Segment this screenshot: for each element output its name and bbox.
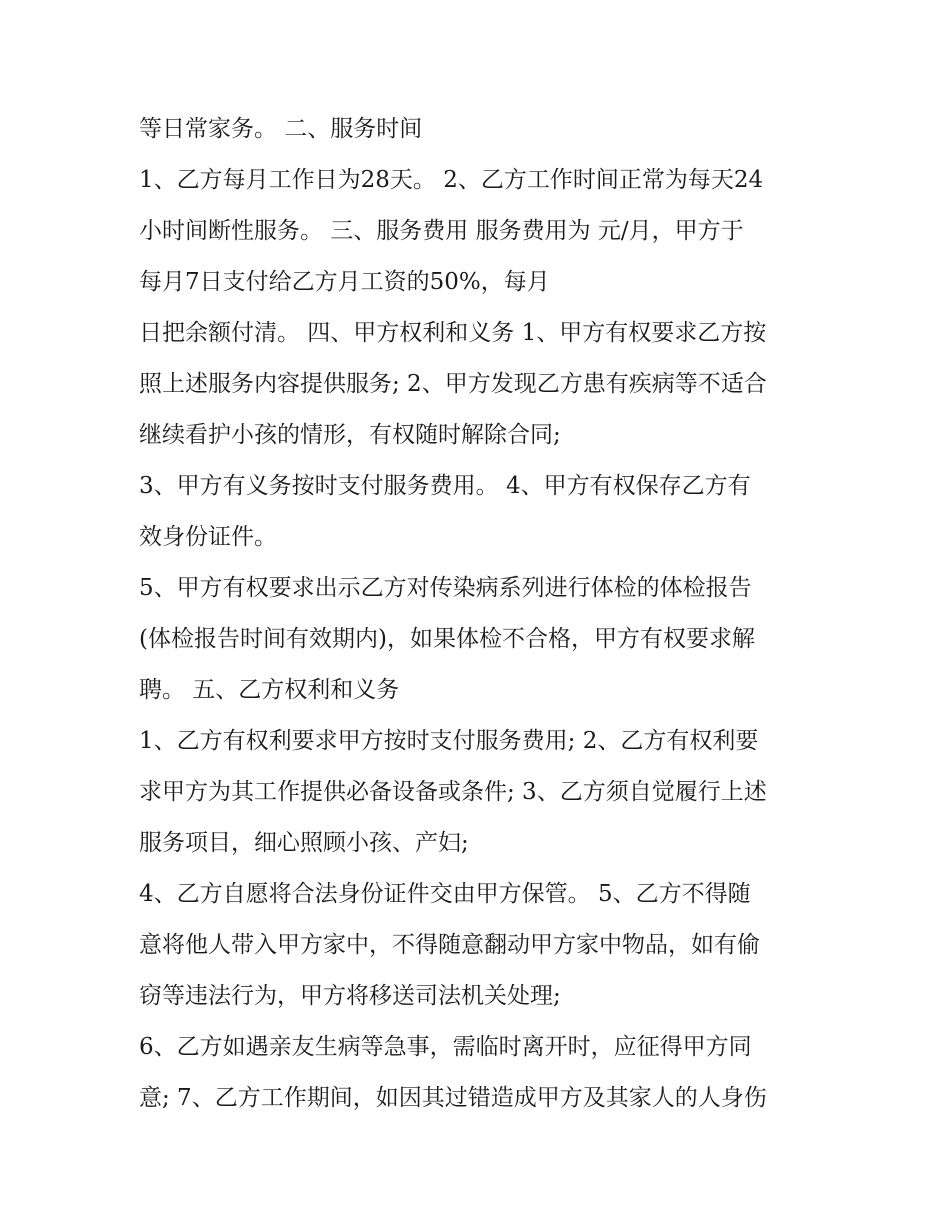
text-line: 等日常家务。 二、服务时间 [139,116,423,142]
text-line: 日把余额付清。 四、甲方权利和义务 1、甲方有权要求乙方按 [139,320,767,346]
text-line: 每月7日支付给乙方月工资的50%，每月 [139,269,550,295]
text-line: 小时间断性服务。 三、服务费用 服务费用为 元/月，甲方于 [139,218,744,244]
text-line: 6、乙方如遇亲友生病等急事，需临时离开时，应征得甲方同 [139,1034,752,1060]
text-line: 聘。 五、乙方权利和义务 [139,677,400,703]
text-line: (体检报告时间有效期内)，如果体检不合格，甲方有权要求解 [139,626,755,652]
contract-text [139,104,829,1124]
text-line: 窃等违法行为，甲方将移送司法机关处理; [139,983,561,1009]
text-line: 4、乙方自愿将合法身份证件交由甲方保管。 5、乙方不得随 [139,881,751,907]
text-line: 照上述服务内容提供服务; 2、甲方发现乙方患有疾病等不适合 [139,371,767,397]
text-line: 1、乙方每月工作日为28天。 2、乙方工作时间正常为每天24 [139,167,764,193]
text-line: 意将他人带入甲方家中，不得随意翻动甲方家中物品，如有偷 [139,932,760,958]
text-line: 1、乙方有权利要求甲方按时支付服务费用; 2、乙方有权利要 [139,728,759,754]
text-line: 3、甲方有义务按时支付服务费用。 4、甲方有权保存乙方有 [139,473,751,499]
text-line: 效身份证件。 [139,524,277,550]
text-line: 求甲方为其工作提供必备设备或条件; 3、乙方须自觉履行上述 [139,779,767,805]
text-line: 服务项目，细心照顾小孩、产妇; [139,830,469,856]
text-line: 5、甲方有权要求出示乙方对传染病系列进行体检的体检报告 [139,575,752,601]
text-line: 意; 7、乙方工作期间，如因其过错造成甲方及其家人的人身伤 [139,1085,767,1111]
text-line: 继续看护小孩的情形，有权随时解除合同; [139,422,561,448]
